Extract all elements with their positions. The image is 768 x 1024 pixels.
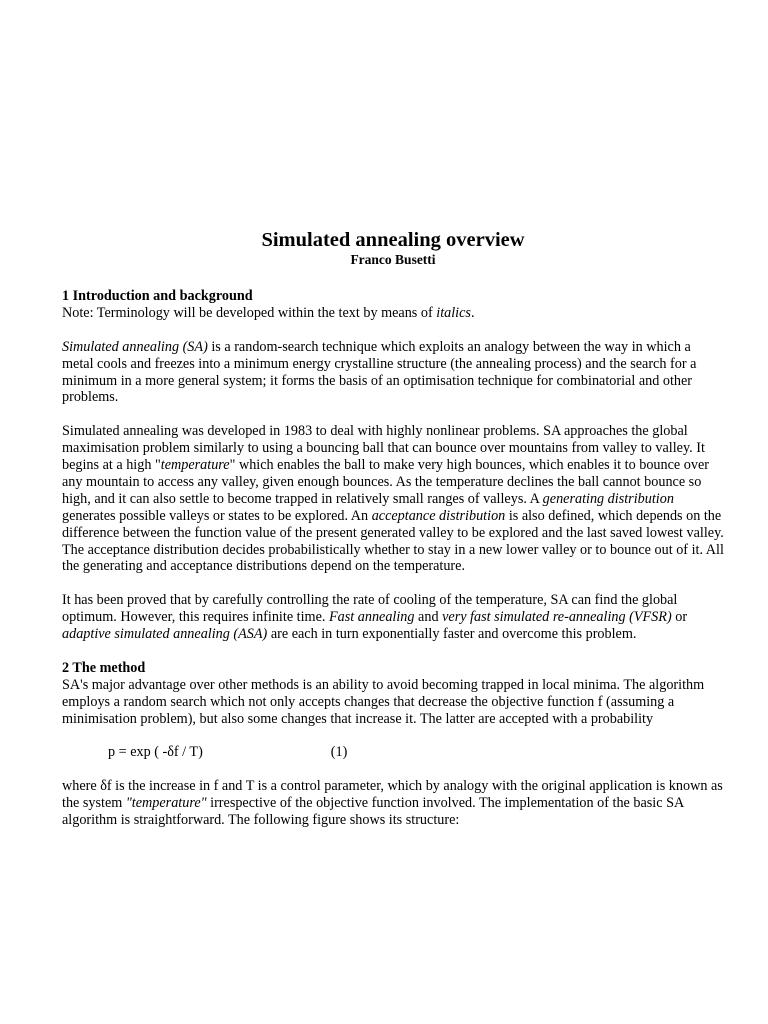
- term-temperature: temperature: [160, 457, 230, 474]
- term-system-temperature: "temperature": [125, 795, 207, 812]
- section-1-heading: 1 Introduction and background: [62, 288, 253, 304]
- document-title: Simulated annealing overview: [261, 229, 525, 251]
- section-2-heading: 2 The method: [62, 659, 146, 676]
- document-author: Franco Busetti: [350, 252, 436, 267]
- paragraph-text: are each in turn exponentially faster and overcome this problem.: [267, 626, 637, 643]
- term-acceptance-distribution: acceptance distribution: [371, 507, 506, 524]
- document-page: [62, 228, 724, 846]
- paragraph-text: Simulated annealing was developed in 1983 to deal with highly nonlinear problems. SA approaches the global maximisation problem similarly to using a bouncing ball that can bounce over mountains from valley to valley. It begins at a high ": [62, 423, 705, 474]
- paragraph-cooling-rate: [62, 592, 724, 643]
- equation-1: [62, 744, 724, 761]
- equation-formula: p = exp ( -δf / T): [108, 744, 203, 761]
- paragraph-text: where δf is the increase in f and T is a control parameter, which by analogy with the original application is known as the system: [62, 778, 723, 812]
- equation-number: (1): [330, 744, 348, 761]
- term-fast-annealing: Fast annealing: [328, 609, 415, 626]
- paragraph-text: is a random-search technique which exploits an analogy between the way in which a metal cools and freezes into a minimum energy crystalline structure (the annealing process) and the search for a minimum in a more general system; it forms the basis of an optimisation technique for combinatorial and other problems.: [62, 338, 697, 406]
- note-italic-term: italics: [436, 304, 471, 321]
- note-suffix: .: [470, 304, 475, 321]
- paragraph-sa-definition: [62, 339, 724, 407]
- term-generating-distribution: generating distribution: [542, 490, 674, 507]
- paragraph-text: and: [414, 609, 443, 626]
- term-vfsr: very fast simulated re-annealing (VFSR): [442, 609, 672, 626]
- paragraph-temperature-parameter: [62, 778, 724, 829]
- note-text: Note: Terminology will be developed within the text by means of: [62, 304, 437, 321]
- paragraph-text: " which enables the ball to make very high bounces, which enables it to bounce over any mountain to access any valley, given enough bounces. As the temperature declines the ball cannot bounce so high, and it can also settle to become trapped in relatively small ranges of valleys. A: [62, 457, 709, 507]
- paragraph-text: It has been proved that by carefully controlling the rate of cooling of the temperature, SA can find the global optimum. However, this requires infinite time.: [62, 592, 678, 626]
- paragraph-text: generates possible valleys or states to be explored. An: [62, 507, 372, 524]
- term-asa: adaptive simulated annealing (ASA): [62, 626, 268, 643]
- paragraph-method: SA's major advantage over other methods is an ability to avoid becoming trapped in local minima. The algorithm employs a random search which not only accepts changes that decrease the objective function f (assuming a minimisation problem), but also some changes that increase it. The latter are accepted with a probability: [62, 676, 705, 727]
- paragraph-text: irrespective of the objective function involved. The implementation of the basic SA algorithm is straightforward. The following figure shows its structure:: [62, 795, 684, 828]
- paragraph-sa-history: [62, 423, 724, 575]
- paragraph-text: or: [671, 609, 688, 626]
- terminology-note: [62, 305, 724, 322]
- term-simulated-annealing: Simulated annealing (SA): [62, 338, 208, 355]
- paragraph-text: is also defined, which depends on the difference between the function value of the present generated valley to be explored and the last saved lowest valley. The acceptance distribution decides probabilistically whether to stay in a new lower valley or to bounce out of it. All the generating and acceptance distributions depend on the temperature.: [62, 507, 724, 575]
